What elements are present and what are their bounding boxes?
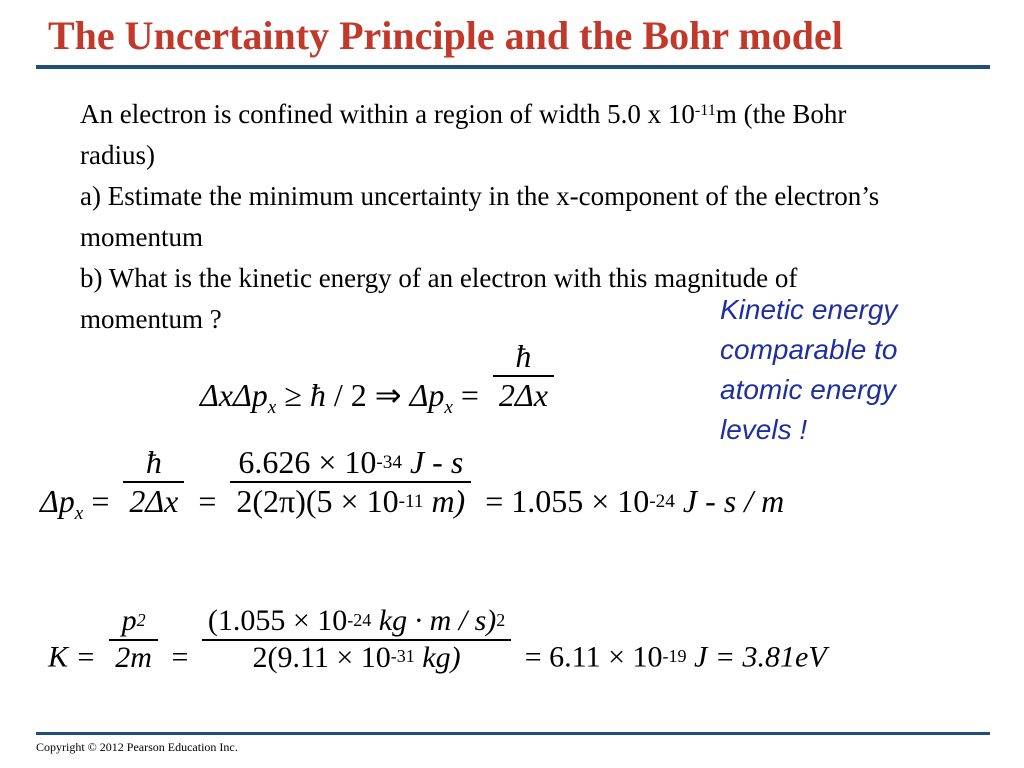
uncertainty-equation — [200, 338, 560, 418]
kinetic-energy-equation — [48, 604, 827, 675]
eq3-frac1-num — [109, 604, 158, 641]
note-line: levels ! — [720, 414, 808, 445]
eq3-frac1-num-base: p — [121, 604, 137, 637]
eq2-frac2-num — [230, 444, 471, 483]
eq1-lhs-sub: x — [267, 396, 277, 418]
eq2-frac2-den — [230, 483, 471, 520]
note-line: atomic energy — [720, 374, 896, 405]
eq1-hbar: ħ — [309, 376, 326, 413]
eq3-frac2-num-exp: -24 — [347, 609, 372, 630]
eq2-frac2-den-exp: -11 — [398, 491, 424, 512]
eq1-over2: / 2 — [333, 376, 367, 413]
eq3-frac2-num-exp2: 2 — [496, 609, 506, 630]
eq3-equals: = — [171, 640, 189, 674]
eq1-ge: ≥ — [284, 376, 302, 413]
problem-exponent: -11 — [694, 100, 716, 119]
eq2-frac1-num: ħ — [123, 444, 184, 483]
eq2-result-exp: -24 — [649, 491, 675, 512]
problem-part-b: b) What is the kinetic energy of an electron with this magnitude of momentum ? — [80, 263, 798, 334]
eq3-result-b: J = 3.81eV — [694, 640, 827, 674]
eq3-frac2-num-a: (1.055 × 10 — [207, 604, 348, 637]
note-line: Kinetic energy — [720, 294, 898, 325]
eq3-frac2-num — [202, 604, 511, 641]
eq1-equals: = — [460, 376, 479, 413]
eq3-frac2-den-b: kg) — [422, 640, 461, 674]
problem-line-1-text: An electron is confined within a region of width 5.0 x 10 — [80, 99, 695, 129]
eq3-fraction-1 — [109, 604, 158, 675]
eq2-fraction-1 — [123, 444, 184, 520]
eq1-dpx: Δp — [409, 376, 445, 413]
eq1-implies: ⇒ — [374, 376, 402, 413]
eq3-fraction-2 — [202, 604, 511, 675]
note-line: comparable to — [720, 334, 898, 365]
eq3-frac1-num-exp: 2 — [136, 609, 146, 630]
footer-divider — [36, 732, 990, 735]
eq1-lhs: ΔxΔp — [200, 376, 268, 413]
eq1-frac-den: 2Δx — [498, 376, 548, 413]
momentum-equation — [40, 444, 785, 524]
eq2-lhs-sub: x — [74, 502, 84, 524]
eq2-result-b: J - s / m — [682, 482, 785, 519]
eq3-frac1-den: 2m — [115, 640, 152, 674]
eq2-frac2-num-a: 6.626 × 10 — [238, 444, 377, 480]
eq3-frac2-den-a: 2(9.11 × 10 — [252, 640, 391, 674]
eq3-result-exp: -19 — [662, 646, 687, 666]
eq2-equals-1: = — [91, 482, 110, 519]
eq2-frac1-den: 2Δx — [129, 482, 179, 519]
eq3-lhs: K = — [48, 640, 96, 674]
slide-title: The Uncertainty Principle and the Bohr model — [48, 13, 843, 58]
title-divider — [36, 65, 990, 69]
eq1-dpx-sub: x — [444, 396, 453, 418]
eq3-frac2-num-b: kg · m / s) — [378, 604, 497, 637]
eq1-frac-num: ħ — [493, 338, 554, 377]
eq2-fraction-2 — [230, 444, 471, 520]
eq2-equals-2: = — [198, 482, 217, 519]
problem-part-a: a) Estimate the minimum uncertainty in the x-component of the electron’s momentum — [80, 181, 880, 252]
eq2-lhs: Δp — [40, 482, 75, 519]
kinetic-energy-note — [720, 290, 990, 450]
eq2-frac2-num-b: J - s — [409, 444, 464, 480]
problem-line-1-suffix: m (the Bohr radius) — [80, 99, 847, 170]
problem-line-1 — [80, 94, 910, 176]
copyright-notice: Copyright © 2012 Pearson Education Inc. — [36, 740, 238, 754]
eq2-frac2-den-a: 2(2π)(5 × 10 — [236, 482, 399, 519]
eq2-frac2-num-exp: -34 — [376, 452, 402, 474]
eq3-result-a: = 6.11 × 10 — [524, 640, 663, 674]
eq3-frac2-den-exp: -31 — [390, 646, 415, 666]
eq2-result-a: = 1.055 × 10 — [485, 482, 650, 519]
eq2-frac2-den-b: m) — [431, 482, 466, 519]
eq3-frac2-den — [202, 641, 511, 676]
eq1-fraction — [493, 338, 554, 414]
